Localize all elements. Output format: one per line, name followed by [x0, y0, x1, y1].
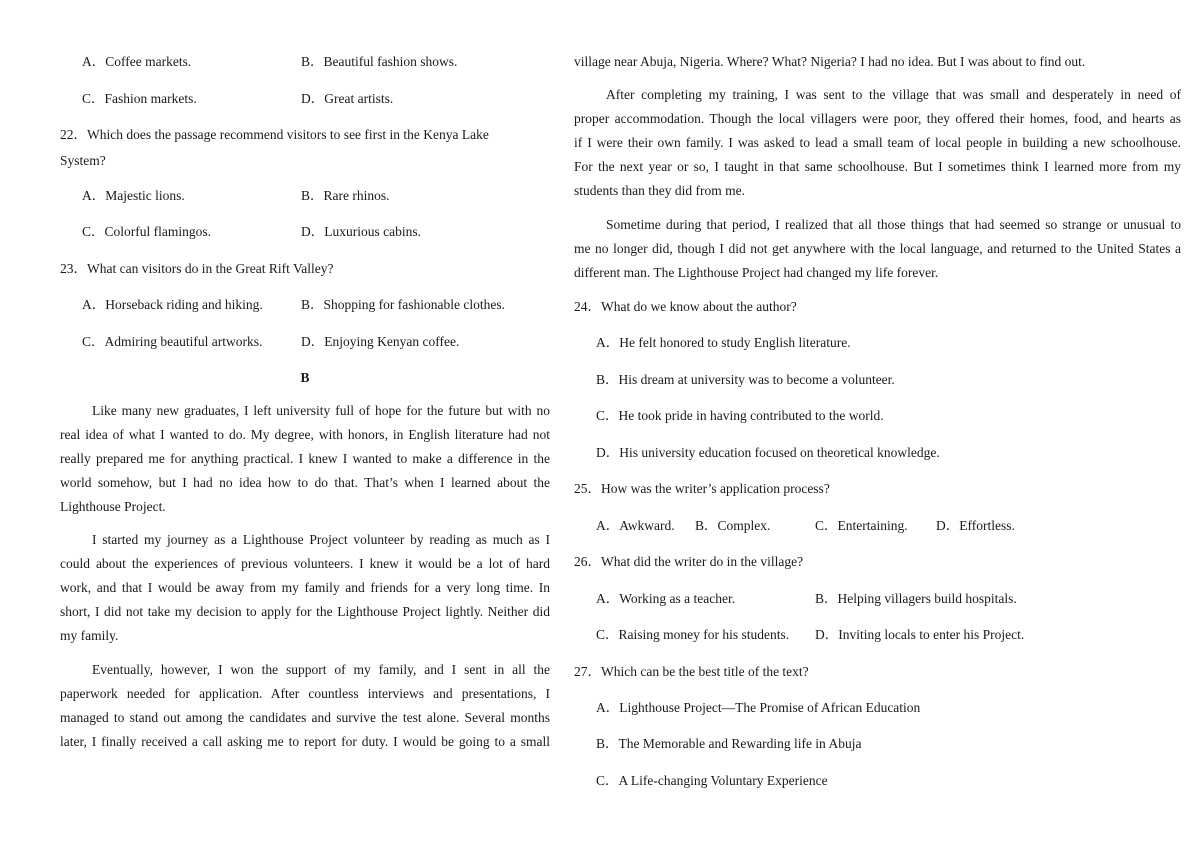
q26-option-d[interactable]: D．Inviting locals to enter his Project. — [815, 627, 1025, 642]
para3-line: paperwork needed for application. After countless interviews and presentations, I — [60, 686, 550, 701]
q22-stem-line-2: System? — [60, 153, 106, 168]
para4-line: For the next year or so, I taught in that same schoolhouse. But I sometimes think I learned more from my — [574, 159, 1181, 174]
q25-stem: 25．How was the writer’s application process? — [574, 481, 830, 496]
q21-options-row-1 — [60, 54, 660, 70]
q26-stem: 26．What did the writer do in the village? — [574, 554, 804, 569]
q27-option-b[interactable]: B．The Memorable and Rewarding life in Abuja — [596, 736, 862, 751]
para4-line: if I were their own family. I was asked to lead a small team of local people in building a new schoolhouse. — [574, 135, 1181, 150]
q25-option-a[interactable]: A．Awkward. — [596, 518, 675, 533]
q21-option-b[interactable]: B．Beautiful fashion shows. — [301, 54, 458, 69]
para3-line: later, I finally received a call asking me to report for duty. I would be going to a small — [60, 734, 550, 749]
para5-line: Sometime during that period, I realized that all those things that had seemed so strange or unusual to — [606, 217, 1181, 232]
para5-line: different man. The Lighthouse Project had changed my life forever. — [574, 265, 939, 280]
q24-stem: 24．What do we know about the author? — [574, 299, 797, 314]
q23-option-c[interactable]: C．Admiring beautiful artworks. — [82, 334, 263, 349]
q24-option-c[interactable]: C．He took pride in having contributed to the world. — [596, 408, 884, 423]
q25-option-b[interactable]: B．Complex. — [695, 518, 771, 533]
q26-option-c[interactable]: C．Raising money for his students. — [596, 627, 790, 642]
para3-line: managed to stand out among the candidates and survive the test alone. Several months — [60, 710, 550, 725]
para1-line: world somehow, but I had no idea how to do that. That’s when I learned about the — [60, 475, 550, 490]
para2-line: work, and that I would be away from my family and friends for a very long time. In — [60, 580, 550, 595]
q23-stem: 23．What can visitors do in the Great Rift Valley? — [60, 261, 334, 276]
q25-options-row — [574, 518, 1174, 534]
q24-option-d[interactable]: D．His university education focused on theoretical knowledge. — [596, 445, 940, 460]
q26-options-row-1 — [574, 591, 1174, 607]
para2-line: could about the experiences of previous volunteers. I knew it would be a lot of hard — [60, 556, 550, 571]
q22-options-row-2 — [60, 224, 660, 240]
q24-option-b[interactable]: B．His dream at university was to become a volunteer. — [596, 372, 895, 387]
q23-option-a[interactable]: A．Horseback riding and hiking. — [82, 297, 263, 312]
q27-option-a[interactable]: A．Lighthouse Project—The Promise of African Education — [596, 700, 921, 715]
para1-line: Like many new graduates, I left university full of hope for the future but with no — [92, 403, 550, 418]
para4-line: After completing my training, I was sent to the village that was small and desperately in need of — [606, 87, 1181, 102]
q24-option-a[interactable]: A．He felt honored to study English literature. — [596, 335, 851, 350]
q22-option-d[interactable]: D．Luxurious cabins. — [301, 224, 421, 239]
q21-option-c[interactable]: C．Fashion markets. — [82, 91, 197, 106]
q22-option-a[interactable]: A．Majestic lions. — [82, 188, 185, 203]
para4-line: proper accommodation. Though the local villagers were poor, they offered their homes, food, and hearts as — [574, 111, 1181, 126]
q22-options-row-1 — [60, 188, 660, 204]
para3-line: Eventually, however, I won the support of my family, and I sent in all the — [92, 662, 550, 677]
para2-line: my family. — [60, 628, 119, 643]
section-heading-b: B — [300, 370, 310, 385]
q23-option-b[interactable]: B．Shopping for fashionable clothes. — [301, 297, 505, 312]
para4-line: students than they did from me. — [574, 183, 745, 198]
q23-options-row-2 — [60, 334, 660, 350]
para3-continuation: village near Abuja, Nigeria. Where? What? Nigeria? I had no idea. But I was about to find out. — [574, 54, 1086, 69]
q21-options-row-2 — [60, 91, 660, 107]
q21-option-a[interactable]: A．Coffee markets. — [82, 54, 192, 69]
para1-line: Lighthouse Project. — [60, 499, 166, 514]
q23-option-d[interactable]: D．Enjoying Kenyan coffee. — [301, 334, 460, 349]
para2-line: I started my journey as a Lighthouse Project volunteer by reading as much as I — [92, 532, 550, 547]
q22-stem-line-1: 22．Which does the passage recommend visitors to see first in the Kenya Lake — [60, 127, 489, 142]
q22-option-b[interactable]: B．Rare rhinos. — [301, 188, 390, 203]
para2-line: short, I did not take my decision to apply for the Lighthouse Project lightly. Neither did — [60, 604, 550, 619]
para1-line: real idea of what I wanted to do. My degree, with honors, in English literature had not — [60, 427, 550, 442]
q26-options-row-2 — [574, 627, 1174, 643]
q27-stem: 27．Which can be the best title of the text? — [574, 664, 809, 679]
q21-option-d[interactable]: D．Great artists. — [301, 91, 394, 106]
q26-option-b[interactable]: B．Helping villagers build hospitals. — [815, 591, 1017, 606]
q26-option-a[interactable]: A．Working as a teacher. — [596, 591, 736, 606]
para1-line: really prepared me for anything practical. I knew I wanted to make a difference in the — [60, 451, 550, 466]
para5-line: me no longer did, though I did not get anywhere with the local language, and returned to the United States a — [574, 241, 1181, 256]
q27-option-c[interactable]: C．A Life-changing Voluntary Experience — [596, 773, 828, 788]
q25-option-c[interactable]: C．Entertaining. — [815, 518, 908, 533]
q22-option-c[interactable]: C．Colorful flamingos. — [82, 224, 211, 239]
q25-option-d[interactable]: D．Effortless. — [936, 518, 1015, 533]
q23-options-row-1 — [60, 297, 660, 313]
